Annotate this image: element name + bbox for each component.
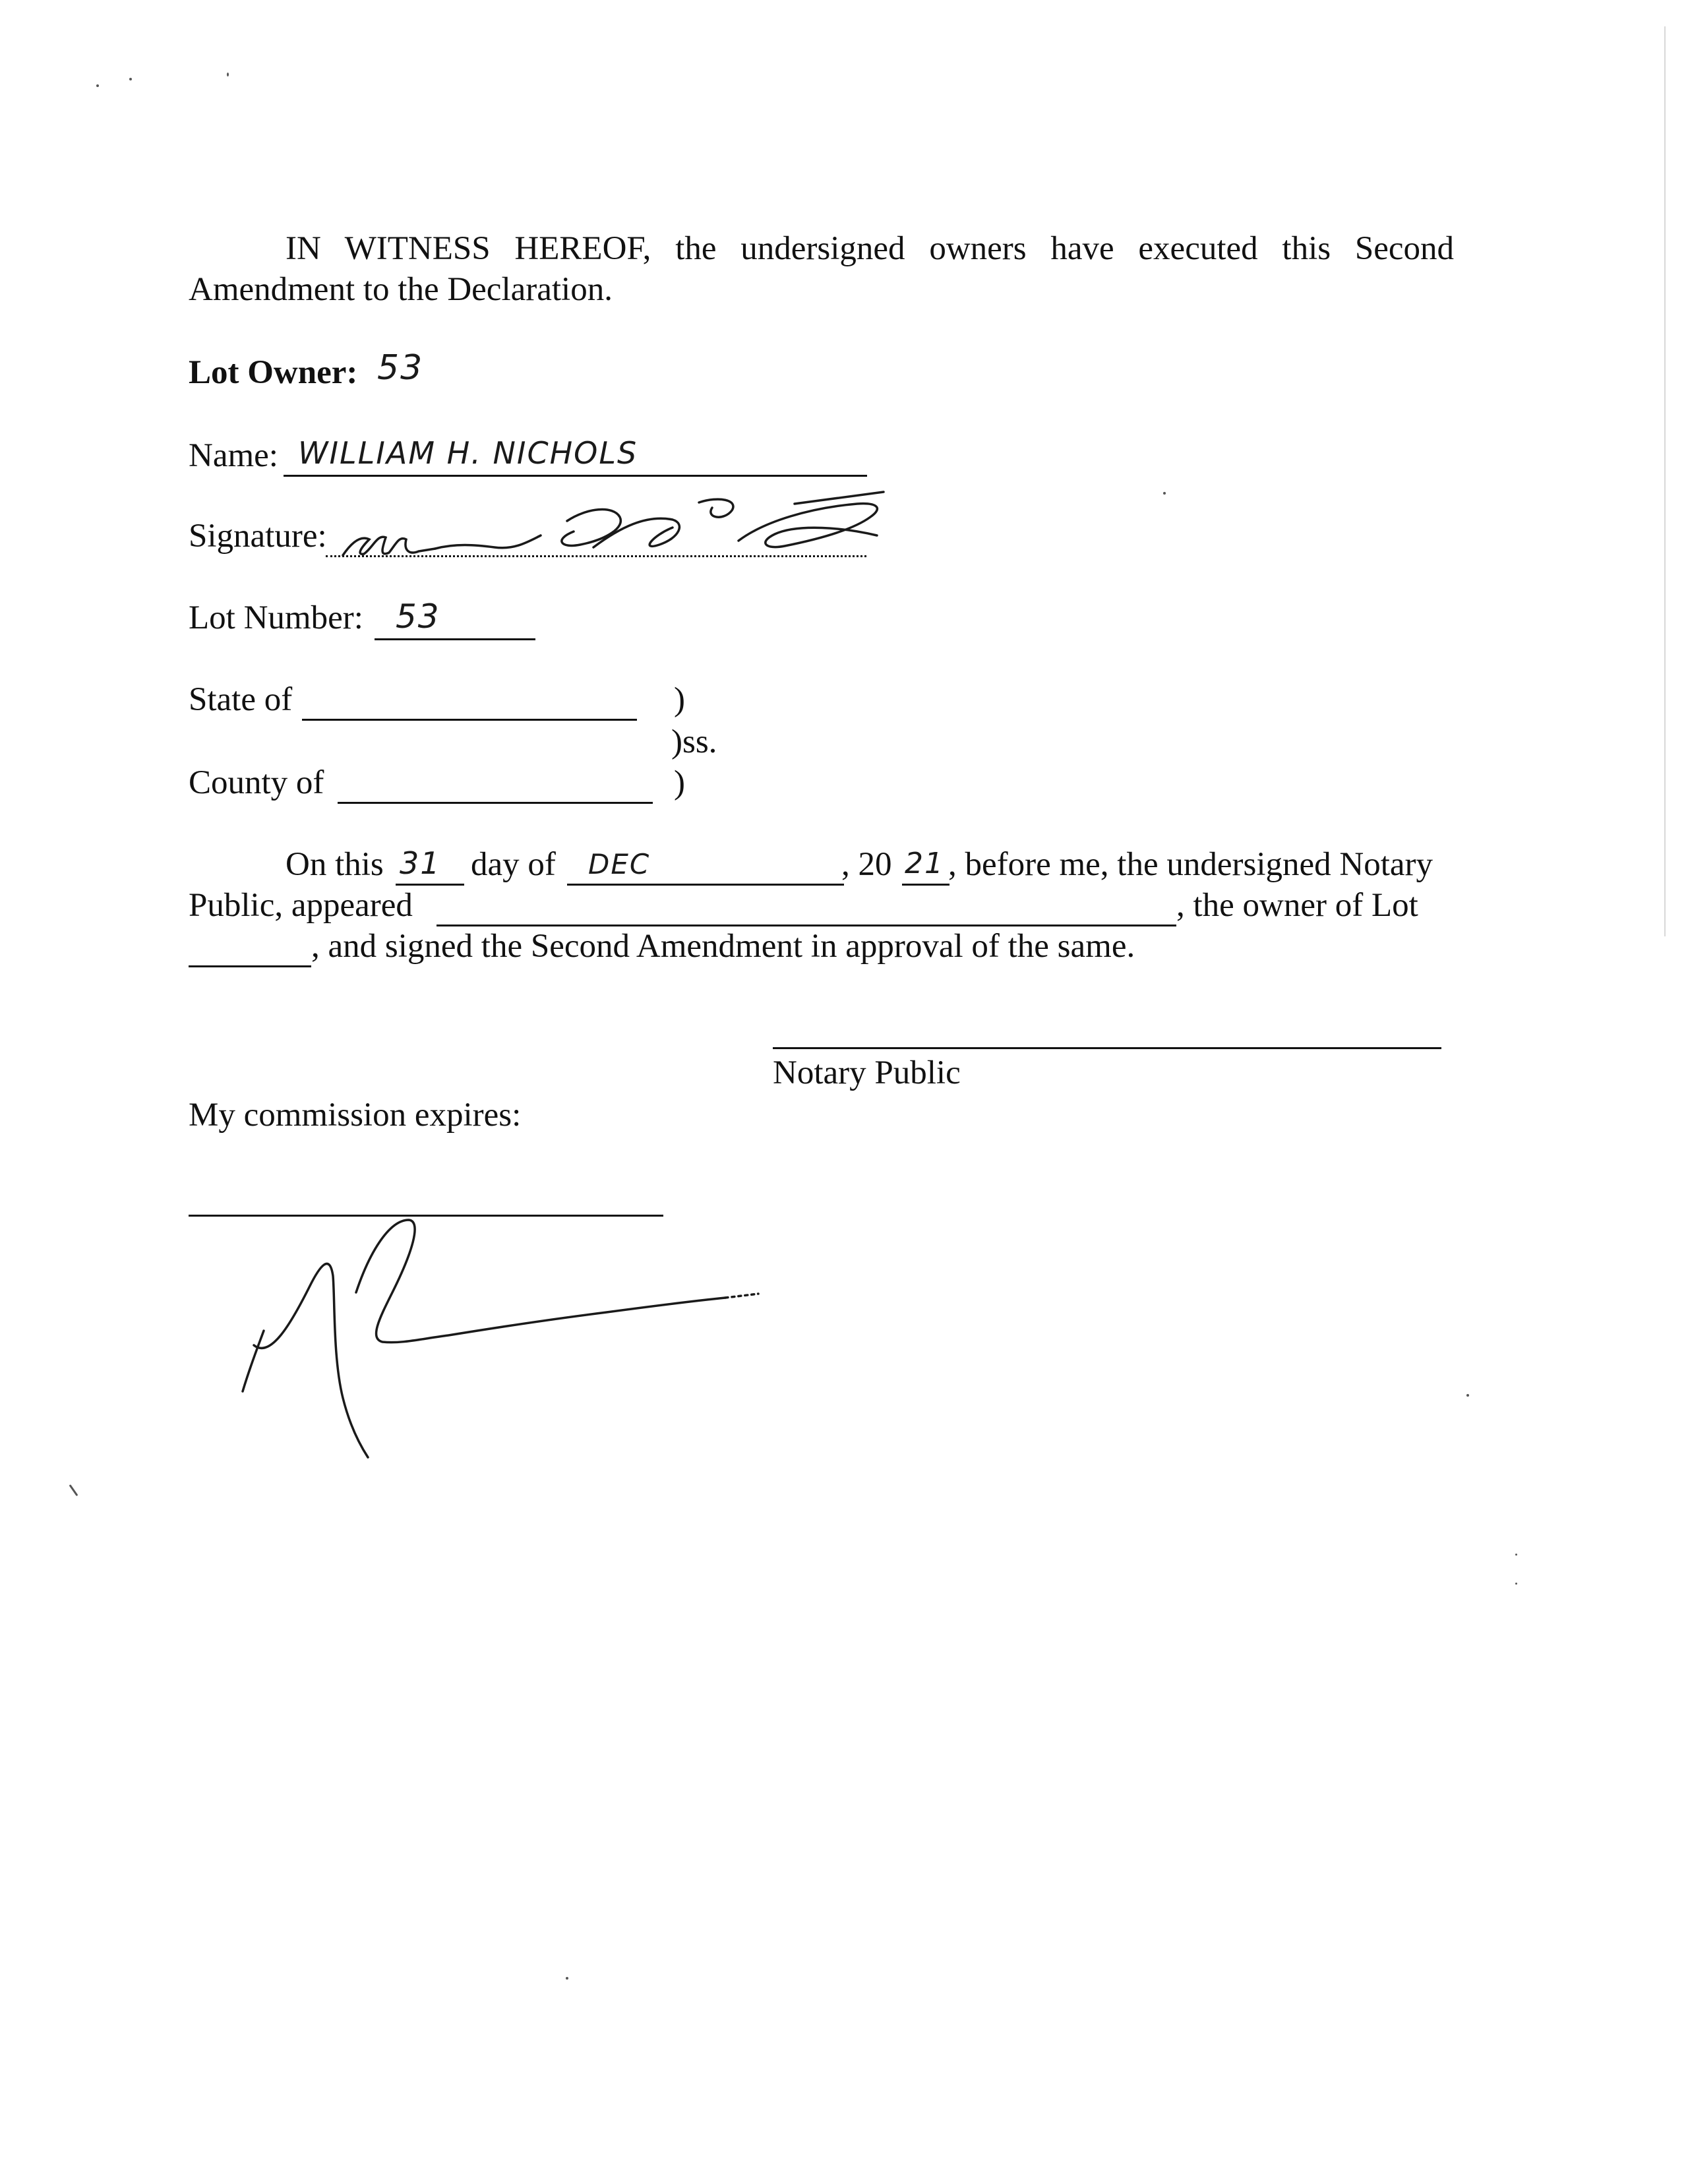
- state-label: State of: [189, 681, 293, 718]
- lot-number-handwritten: 53: [396, 597, 440, 636]
- scan-edge: [1664, 26, 1666, 936]
- month-handwritten: DEC: [588, 848, 651, 880]
- notary-signature: [243, 1220, 758, 1457]
- scan-speck: [1515, 1583, 1517, 1585]
- witness-line-2: Amendment to the Declaration.: [189, 271, 613, 308]
- ack-on-this: On this: [286, 846, 384, 883]
- county-label: County of: [189, 764, 324, 801]
- ss-label: )ss.: [671, 723, 717, 760]
- ack-owner-of-lot: , the owner of Lot: [1176, 887, 1418, 924]
- ack-signed-text: , and signed the Second Amendment in approval of the same.: [311, 928, 1135, 965]
- ack-year-prefix: , 20: [841, 846, 892, 883]
- name-handwritten: WILLIAM H. NICHOLS: [298, 435, 638, 471]
- lot-owner-label: Lot Owner:: [189, 354, 358, 391]
- ack-before-me: , before me, the undersigned Notary: [948, 846, 1433, 883]
- state-bracket: ): [674, 681, 685, 718]
- ack-day-of: day of: [471, 846, 556, 883]
- owner-signature: [343, 492, 884, 555]
- day-handwritten: 31: [400, 845, 441, 881]
- scan-speck: [1163, 492, 1166, 495]
- commission-expires-label: My commission expires:: [189, 1097, 522, 1134]
- lot-number-label: Lot Number:: [189, 599, 363, 636]
- scan-speck: [1466, 1394, 1469, 1397]
- notary-public-label: Notary Public: [773, 1054, 961, 1091]
- witness-line-1: IN WITNESS HEREOF, the undersigned owners have executed this Second: [286, 230, 1454, 267]
- scan-speck: [566, 1977, 568, 1980]
- name-label: Name:: [189, 437, 278, 474]
- signature-label: Signature:: [189, 518, 327, 555]
- county-bracket: ): [674, 764, 685, 801]
- ack-public-appeared: Public, appeared: [189, 887, 413, 924]
- scan-speck: [1515, 1554, 1517, 1556]
- scan-speck: [96, 84, 99, 87]
- year-handwritten: 21: [905, 847, 944, 880]
- scan-speck: [227, 73, 229, 76]
- scan-speck: [129, 78, 132, 80]
- lot-owner-handwritten: 53: [377, 348, 424, 388]
